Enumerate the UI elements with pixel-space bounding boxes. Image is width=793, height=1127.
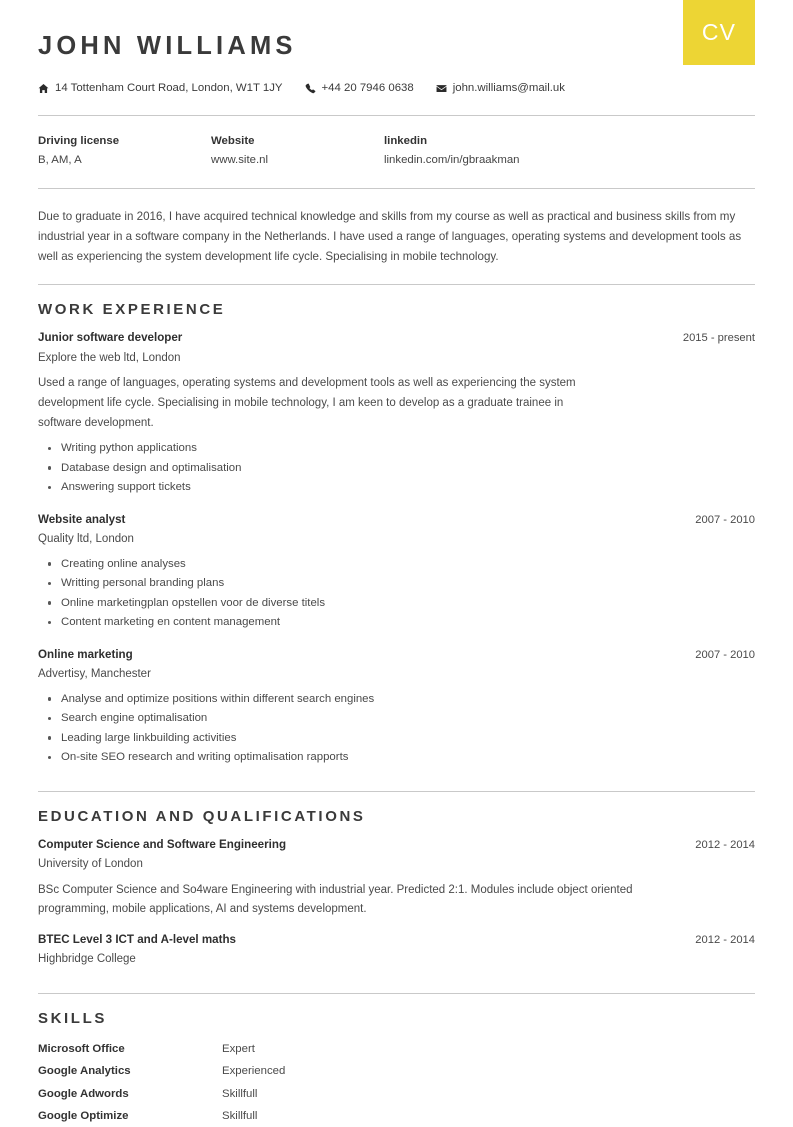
contact-address-text: 14 Tottenham Court Road, London, W1T 1JY: [55, 81, 283, 94]
info-label: Website: [211, 134, 255, 147]
skill-level: Experienced: [222, 1065, 286, 1078]
summary-paragraph: Due to graduate in 2016, I have acquired technical knowledge and skills from my course as well as practical and business skills from my industrial year in a software company in the Netherlands. I have used a range of languages, operating systems and development tools as well as experiencing the system development life cycle. Specialising in mobile technology.: [38, 210, 742, 264]
education-entry: [38, 836, 755, 921]
contact-email: [436, 82, 565, 93]
info-value: linkedin.com/in/gbraakman: [384, 153, 520, 166]
work-bullets: [38, 690, 755, 767]
spacer: [38, 634, 755, 646]
page-title: JOHN WILLIAMS: [38, 32, 297, 60]
list-item: Writing python applications: [38, 439, 755, 457]
contact-phone-text: +44 20 7946 0638: [321, 81, 414, 94]
spacer: [0, 267, 793, 284]
work-bullets: [38, 439, 755, 496]
education-date: 2012 - 2014: [695, 934, 755, 947]
cv-badge-label: CV: [701, 19, 737, 45]
home-icon: [38, 83, 49, 94]
list-item: Answering support tickets: [38, 478, 755, 496]
contact-email-text: john.williams@mail.uk: [452, 81, 565, 94]
info-driving-license: [38, 134, 211, 168]
resume-header: [0, 0, 793, 94]
work-org: Explore the web ltd, London: [38, 351, 181, 364]
education-institution: University of London: [38, 857, 143, 870]
skill-row: [38, 1060, 755, 1082]
skill-row: [38, 1105, 755, 1127]
skill-level: Skillfull: [222, 1087, 258, 1100]
work-date: 2007 - 2010: [695, 513, 755, 526]
work-role: Website analyst: [38, 512, 126, 526]
education-entry-head: [38, 931, 755, 949]
work-date: 2015 - present: [682, 332, 755, 345]
skill-level: Expert: [222, 1043, 255, 1056]
work-date: 2007 - 2010: [695, 648, 755, 661]
work-entry: [38, 646, 755, 767]
phone-icon: [305, 83, 316, 94]
spacer: [38, 499, 755, 511]
section-skills: [0, 1010, 793, 1127]
skill-row: [38, 1083, 755, 1105]
work-entry-head: [38, 329, 755, 347]
info-website: [211, 134, 384, 168]
info-label: linkedin: [384, 134, 428, 147]
work-org: Quality ltd, London: [38, 533, 134, 546]
spacer: [38, 922, 755, 931]
work-entry: [38, 329, 755, 497]
section-title: SKILLS: [38, 1010, 107, 1028]
education-description: BSc Computer Science and So4ware Engineering with industrial year. Predicted 2:1. Modules include object oriented programming, mobile applications, AI and systems development.: [38, 883, 633, 916]
list-item: Search engine optimalisation: [38, 709, 755, 727]
work-entry-head: [38, 646, 755, 664]
contact-phone: [305, 82, 414, 93]
info-linkedin: [384, 134, 557, 168]
section-education: [0, 808, 793, 970]
divider: [38, 791, 755, 792]
education-entry: [38, 931, 755, 969]
contact-address: [38, 82, 283, 93]
work-entry-head: [38, 511, 755, 529]
mail-icon: [436, 83, 447, 94]
list-item: Writting personal branding plans: [38, 574, 755, 592]
education-entry-head: [38, 836, 755, 854]
education-course: Computer Science and Software Engineering: [38, 837, 287, 851]
list-item: Analyse and optimize positions within different search engines: [38, 690, 755, 708]
info-row: [0, 116, 793, 168]
work-entry: [38, 511, 755, 632]
work-description: Used a range of languages, operating systems and development tools as well as experiencing the system development life cycle. Specialising in mobile technology, I am keen to develop as a graduate trainee in software development.: [38, 377, 576, 429]
section-title: EDUCATION AND QUALIFICATIONS: [38, 807, 366, 825]
skill-name: Google Analytics: [38, 1065, 131, 1078]
list-item: Content marketing en content management: [38, 613, 755, 631]
info-value: B, AM, A: [38, 153, 82, 166]
list-item: Online marketingplan opstellen voor de diverse titels: [38, 594, 755, 612]
info-value: www.site.nl: [211, 153, 268, 166]
divider: [38, 993, 755, 994]
work-bullets: [38, 555, 755, 632]
section-title: WORK EXPERIENCE: [38, 301, 226, 319]
spacer: [0, 167, 793, 188]
education-date: 2012 - 2014: [695, 838, 755, 851]
skill-name: Microsoft Office: [38, 1043, 125, 1056]
skill-row: [38, 1038, 755, 1060]
skill-level: Skillfull: [222, 1109, 258, 1122]
list-item: Database design and optimalisation: [38, 459, 755, 477]
education-course: BTEC Level 3 ICT and A-level maths: [38, 933, 237, 947]
cv-badge: [683, 0, 755, 65]
skill-name: Google Optimize: [38, 1109, 129, 1122]
list-item: Leading large linkbuilding activities: [38, 729, 755, 747]
list-item: Creating online analyses: [38, 555, 755, 573]
list-item: On-site SEO research and writing optimalisation rapports: [38, 748, 755, 766]
spacer: [0, 971, 793, 993]
spacer: [0, 769, 793, 791]
contact-row: [38, 82, 755, 93]
skill-name: Google Adwords: [38, 1087, 129, 1100]
divider: [38, 284, 755, 285]
section-work-experience: [0, 301, 793, 766]
work-role: Junior software developer: [38, 331, 183, 345]
info-label: Driving license: [38, 134, 120, 147]
work-org: Advertisy, Manchester: [38, 668, 151, 681]
work-role: Online marketing: [38, 647, 133, 661]
education-institution: Highbridge College: [38, 953, 136, 966]
